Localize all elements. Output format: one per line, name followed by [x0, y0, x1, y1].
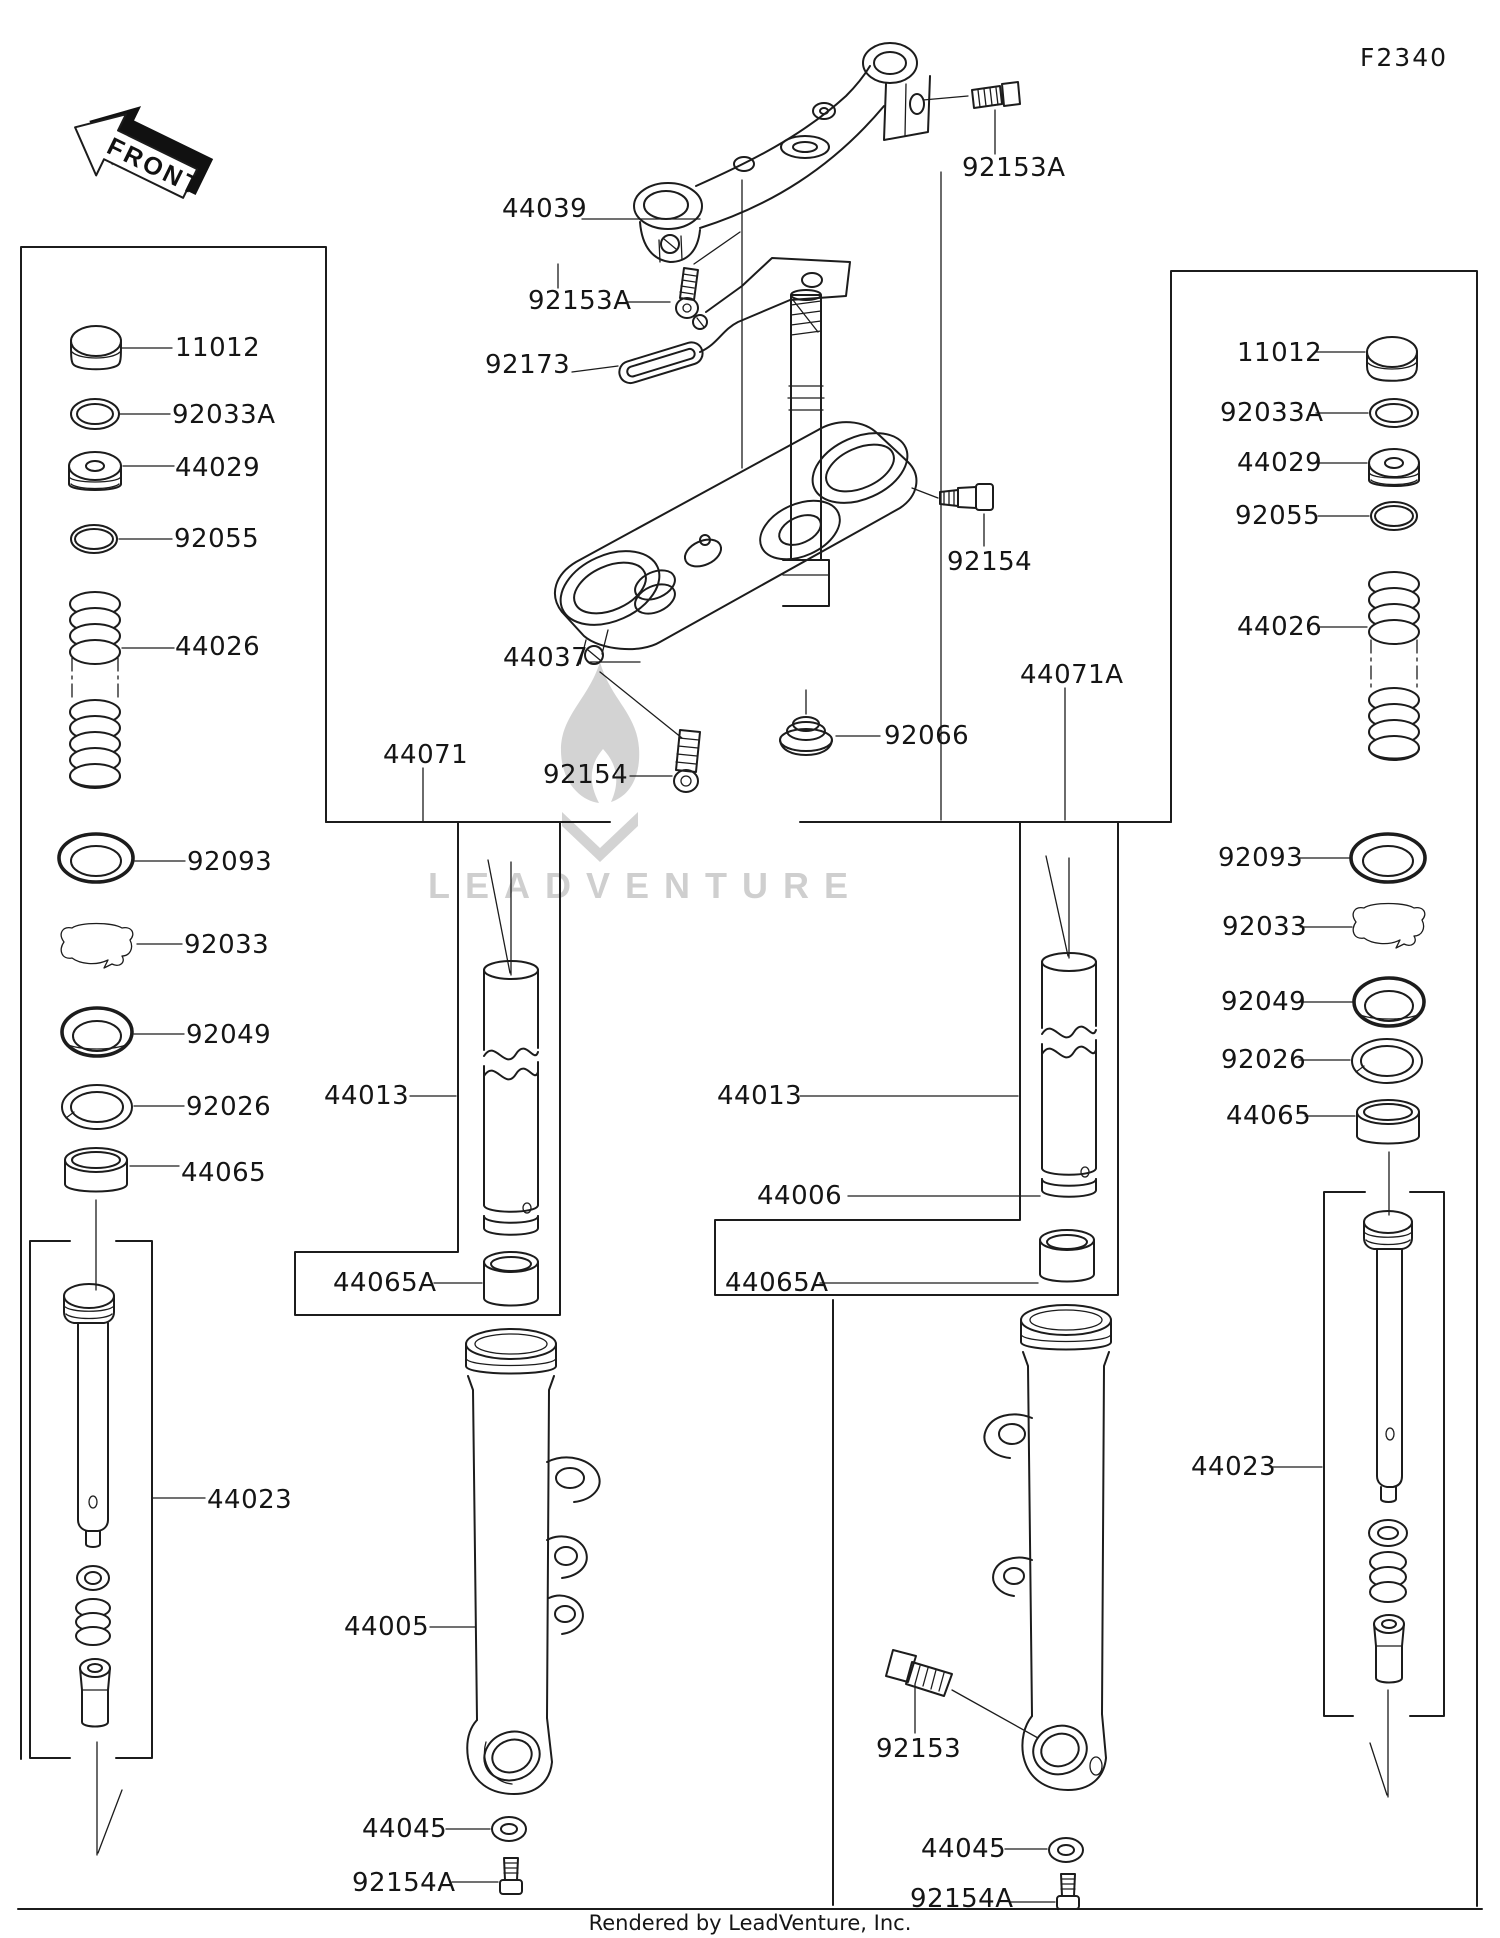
screw-92154a-left-drawing	[500, 1858, 522, 1894]
part-label-92033-right: 92033	[1222, 912, 1308, 942]
part-label-92049-right: 92049	[1221, 987, 1307, 1017]
part-label-44023-right: 44023	[1191, 1452, 1277, 1482]
part-label-92026-right: 92026	[1221, 1045, 1307, 1075]
front-arrow	[60, 84, 221, 219]
part-label-92033-left: 92033	[184, 930, 270, 960]
part-label-44013-left: 44013	[324, 1081, 410, 1111]
bolt-92153a-top-drawing	[923, 82, 1020, 154]
part-label-92033a-left: 92033A	[172, 400, 276, 430]
outer-leg-right-44006-drawing	[984, 1305, 1111, 1790]
part-label-92055-right: 92055	[1235, 501, 1321, 531]
part-label-44039: 44039	[502, 194, 588, 224]
bolt-92154-left-drawing	[674, 730, 700, 792]
part-label-92154a-left: 92154A	[352, 1868, 456, 1898]
watermark-text: LEADVENTURE	[428, 865, 864, 906]
part-label-92154a-right: 92154A	[910, 1884, 1014, 1914]
part-label-44006: 44006	[757, 1181, 843, 1211]
part-label-44045-right: 44045	[921, 1834, 1007, 1864]
washer-44045-left-drawing	[492, 1817, 526, 1841]
part-label-92154-right: 92154	[947, 547, 1033, 577]
part-label-92154-left: 92154	[543, 760, 629, 790]
part-label-92093-right: 92093	[1218, 843, 1304, 873]
bolt-92153a-left-drawing	[676, 232, 740, 318]
part-label-92173: 92173	[485, 350, 571, 380]
bolt-92153-drawing	[886, 1650, 1038, 1738]
cap-92066-drawing	[780, 690, 832, 755]
part-label-44037: 44037	[503, 643, 589, 673]
part-label-92093-left: 92093	[187, 847, 273, 877]
part-label-92055-left: 92055	[174, 524, 260, 554]
part-label-44045-left: 44045	[362, 1814, 448, 1844]
guide-bushing-left-drawing	[484, 1252, 538, 1306]
part-label-44065-right: 44065	[1226, 1101, 1312, 1131]
screw-92154a-right-drawing	[1057, 1874, 1079, 1909]
inner-tube-left-drawing	[484, 860, 538, 1235]
right-parts-column-drawing	[1351, 337, 1425, 1144]
fork-spring-right-drawing	[1369, 572, 1419, 760]
footer-credit: Rendered by LeadVenture, Inc.	[588, 1911, 912, 1935]
part-label-92066: 92066	[884, 721, 970, 751]
part-label-92033a-right: 92033A	[1220, 398, 1324, 428]
part-label-92026-left: 92026	[186, 1092, 272, 1122]
damper-rod-right-drawing	[1364, 1152, 1412, 1797]
guide-bushing-right-drawing	[1040, 1230, 1094, 1282]
figure-code: F2340	[1360, 43, 1449, 72]
left-parts-column-drawing	[59, 326, 133, 1192]
part-label-44071: 44071	[383, 740, 469, 770]
part-label-44026-left: 44026	[175, 632, 261, 662]
front-arrow-text: FRONT	[102, 132, 206, 202]
part-label-92153a-top: 92153A	[962, 153, 1066, 183]
lower-triple-clamp-drawing	[549, 290, 918, 738]
part-label-44013-right: 44013	[717, 1081, 803, 1111]
part-label-44026-right: 44026	[1237, 612, 1323, 642]
part-label-11012-left: 11012	[175, 333, 261, 363]
part-label-92153: 92153	[876, 1734, 962, 1764]
part-label-44005: 44005	[344, 1612, 430, 1642]
upper-triple-clamp-drawing	[634, 43, 930, 262]
part-label-44065a-right: 44065A	[725, 1268, 829, 1298]
damper-rod-left-drawing	[64, 1200, 122, 1855]
part-label-92153a-left: 92153A	[528, 286, 632, 316]
inner-tube-right-drawing	[1042, 688, 1096, 1197]
bolt-92154-right-drawing	[912, 484, 993, 510]
part-label-44029-right: 44029	[1237, 448, 1323, 478]
part-label-44023-left: 44023	[207, 1485, 293, 1515]
part-label-44065a-left: 44065A	[333, 1268, 437, 1298]
part-label-44065-left: 44065	[181, 1158, 267, 1188]
washer-44045-right-drawing	[1049, 1838, 1083, 1862]
part-label-44071a: 44071A	[1020, 660, 1124, 690]
part-label-92049-left: 92049	[186, 1020, 272, 1050]
fork-spring-left-drawing	[70, 592, 120, 788]
outer-leg-left-44005-drawing	[466, 1329, 600, 1794]
part-label-11012-right: 11012	[1237, 338, 1323, 368]
part-label-44029-left: 44029	[175, 453, 261, 483]
